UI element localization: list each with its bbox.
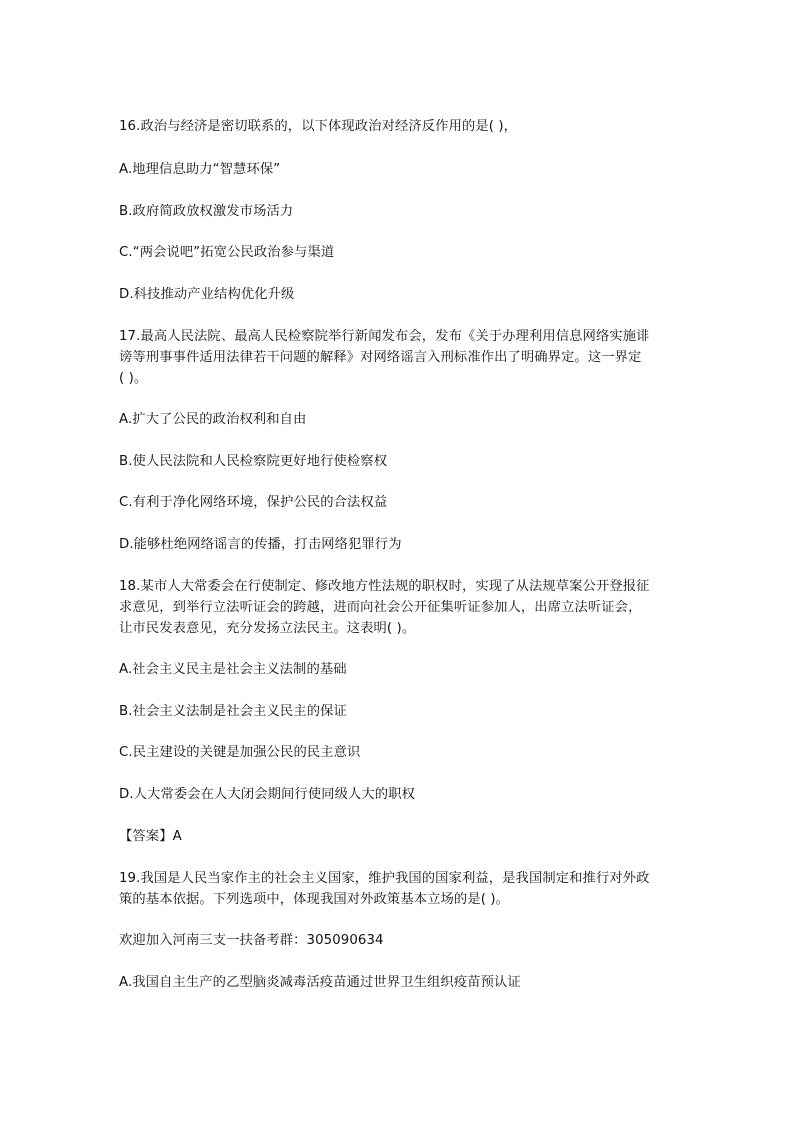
question-16-option-a: A.地理信息助力“智慧环保” [119, 162, 281, 177]
question-18-option-a: A.社会主义民主是社会主义法制的基础 [119, 662, 347, 677]
question-17-option-b: B.使人民法院和人民检察院更好地行使检察权 [119, 454, 388, 469]
question-17-stem-line-2: 谤等刑事事件适用法律若干问题的解释》对网络谣言入刑标准作出了明确界定。这一界定 [119, 350, 642, 365]
question-19-stem-line-1: 19.我国是人民当家作主的社会主义国家，维护我国的国家利益，是我国制定和推行对外政 [119, 871, 650, 886]
study-group-notice: 欢迎加入河南三支一扶备考群：305090634 [119, 933, 384, 948]
question-16-stem: 16.政治与经济是密切联系的，以下体现政治对经济反作用的是( )， [119, 119, 518, 134]
question-18-option-b: B.社会主义法制是社会主义民主的保证 [119, 704, 347, 719]
question-18-option-c: C.民主建设的关键是加强公民的民主意识 [119, 745, 361, 760]
question-18-answer: 【答案】A [119, 829, 182, 844]
question-17-stem-line-1: 17.最高人民法院、最高人民检察院举行新闻发布会，发布《关于办理利用信息网络实施诽 [119, 329, 650, 344]
question-18-stem-line-1: 18.某市人大常委会在行使制定、修改地方性法规的职权时，实现了从法规草案公开登报征 [119, 579, 650, 594]
question-18-stem-line-3: 让市民发表意见，充分发扬立法民主。这表明( )。 [119, 621, 416, 636]
question-19-option-a: A.我国自主生产的乙型脑炎减毒活疫苗通过世界卫生组织疫苗预认证 [119, 975, 521, 990]
question-17-stem-line-3: ( )。 [119, 371, 148, 386]
question-19-stem-line-2: 策的基本依据。下列选项中，体现我国对外政策基本立场的是( )。 [119, 892, 510, 907]
question-18-stem-line-2: 求意见，到举行立法听证会的跨越，进而向社会公开征集听证参加人，出席立法听证会， [119, 600, 642, 615]
question-17-option-c: C.有利于净化网络环境，保护公民的合法权益 [119, 495, 388, 510]
question-18-option-d: D.人大常委会在人大闭会期间行使同级人大的职权 [119, 787, 415, 802]
question-16-option-b: B.政府简政放权激发市场活力 [119, 204, 294, 219]
question-17-option-d: D.能够杜绝网络谣言的传播，打击网络犯罪行为 [119, 537, 402, 552]
question-16-option-c: C.“两会说吧”拓宽公民政治参与渠道 [119, 245, 335, 260]
question-16-option-d: D.科技推动产业结构优化升级 [119, 287, 295, 302]
question-17-option-a: A.扩大了公民的政治权利和自由 [119, 412, 307, 427]
